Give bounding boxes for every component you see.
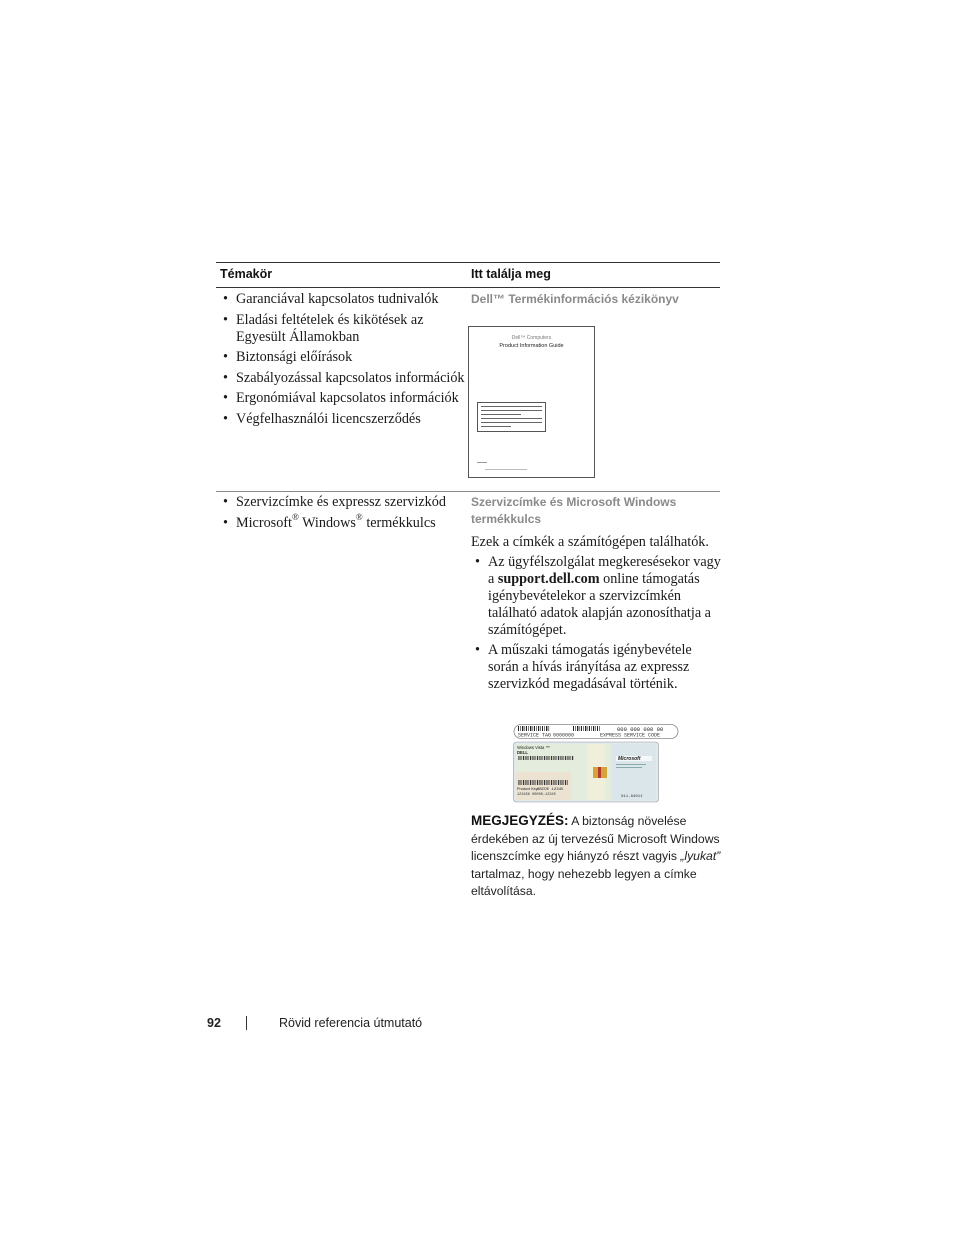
- footer-separator: [246, 1016, 247, 1030]
- table-header-rule: [216, 287, 720, 288]
- list-item: • Végfelhasználói licencszerződés: [222, 411, 467, 428]
- note-text-end: tartalmaz, hogy nehezebb legyen a címke eltávolítása.: [471, 866, 697, 898]
- list-item: • Microsoft® Windows® termékkulcs: [222, 515, 467, 532]
- note-italic: „lyukat”: [680, 849, 721, 863]
- guide-brand: Dell™ Computers: [511, 335, 552, 341]
- row1-source-title: Dell™ Termékinformációs kézikönyv: [471, 292, 679, 306]
- list-item: • Biztonsági előírások: [222, 349, 467, 366]
- guide-footer-line: [477, 462, 487, 463]
- coa-product-key-value: ABCDE 12345: [537, 788, 564, 792]
- labels-intro: Ezek a címkék a számítógépen találhatók.: [471, 534, 709, 550]
- list-item: • Szabályozással kapcsolatos információk: [222, 370, 467, 387]
- row1-topic-list: [222, 291, 467, 431]
- list-item: • Szervizcímke és expressz szervizkód: [222, 494, 467, 511]
- column-header-topic: Témakör: [220, 267, 273, 281]
- list-item: • Eladási feltételek és kikötések az Egyesült Államokban: [222, 312, 467, 346]
- coa-serial: 123456 00000-12345: [517, 793, 556, 797]
- footer-title: Rövid referencia útmutató: [279, 1016, 423, 1030]
- note-text: A biztonság növelése érdekében az új tervezésű Microsoft Windows licenszcímke egy hiányzó részt vagyis: [471, 814, 720, 863]
- express-code-text: EXPRESS SERVICE CODE: [600, 732, 661, 739]
- guide-warning-box: [477, 402, 546, 432]
- list-item: • Az ügyfélszolgálat megkeresésekor vagy a support.dell.com online támogatás igénybevételekor a szervizcímkén található adatok alapján azonosíthatja a számítógépet.: [473, 554, 723, 639]
- labels-bullet-list: [473, 554, 723, 696]
- guide-footer-line: [485, 469, 527, 470]
- table-top-rule: [216, 262, 720, 263]
- row2-source-title: Szervizcímke és Microsoft Windows termékkulcs: [471, 495, 677, 526]
- list-item: • Garanciával kapcsolatos tudnivalók: [222, 291, 467, 308]
- product-info-guide-image: [468, 326, 595, 478]
- list-item: • Ergonómiával kapcsolatos információk: [222, 390, 467, 407]
- list-item: • A műszaki támogatás igénybevétele során a hívás irányítása az expressz szervizkód megadásával történik.: [473, 642, 723, 693]
- row2-topic-list: [222, 494, 467, 535]
- coa-brand-text: DELL: [517, 750, 528, 755]
- coa-product-key-label: Product Key: [517, 787, 538, 791]
- coa-code: X11-84011: [621, 795, 643, 799]
- note: [471, 812, 721, 901]
- page-number: 92: [207, 1016, 221, 1030]
- coa-microsoft-logo: Microsoft: [618, 756, 641, 762]
- support-url: support.dell.com: [497, 571, 600, 587]
- express-code-digits: 000 000 000 00: [617, 726, 664, 733]
- coa-os-text: Windows Vista ™: [517, 745, 550, 750]
- table-row-rule: [216, 491, 720, 492]
- service-tag-and-coa-image: [513, 724, 679, 804]
- note-heading: MEGJEGYZÉS:: [471, 813, 569, 828]
- service-tag-code: 0000000: [553, 732, 575, 739]
- service-tag-text: SERVICE TAG: [518, 732, 552, 739]
- guide-title: Product Information Guide: [499, 343, 564, 349]
- column-header-source: Itt találja meg: [471, 267, 551, 281]
